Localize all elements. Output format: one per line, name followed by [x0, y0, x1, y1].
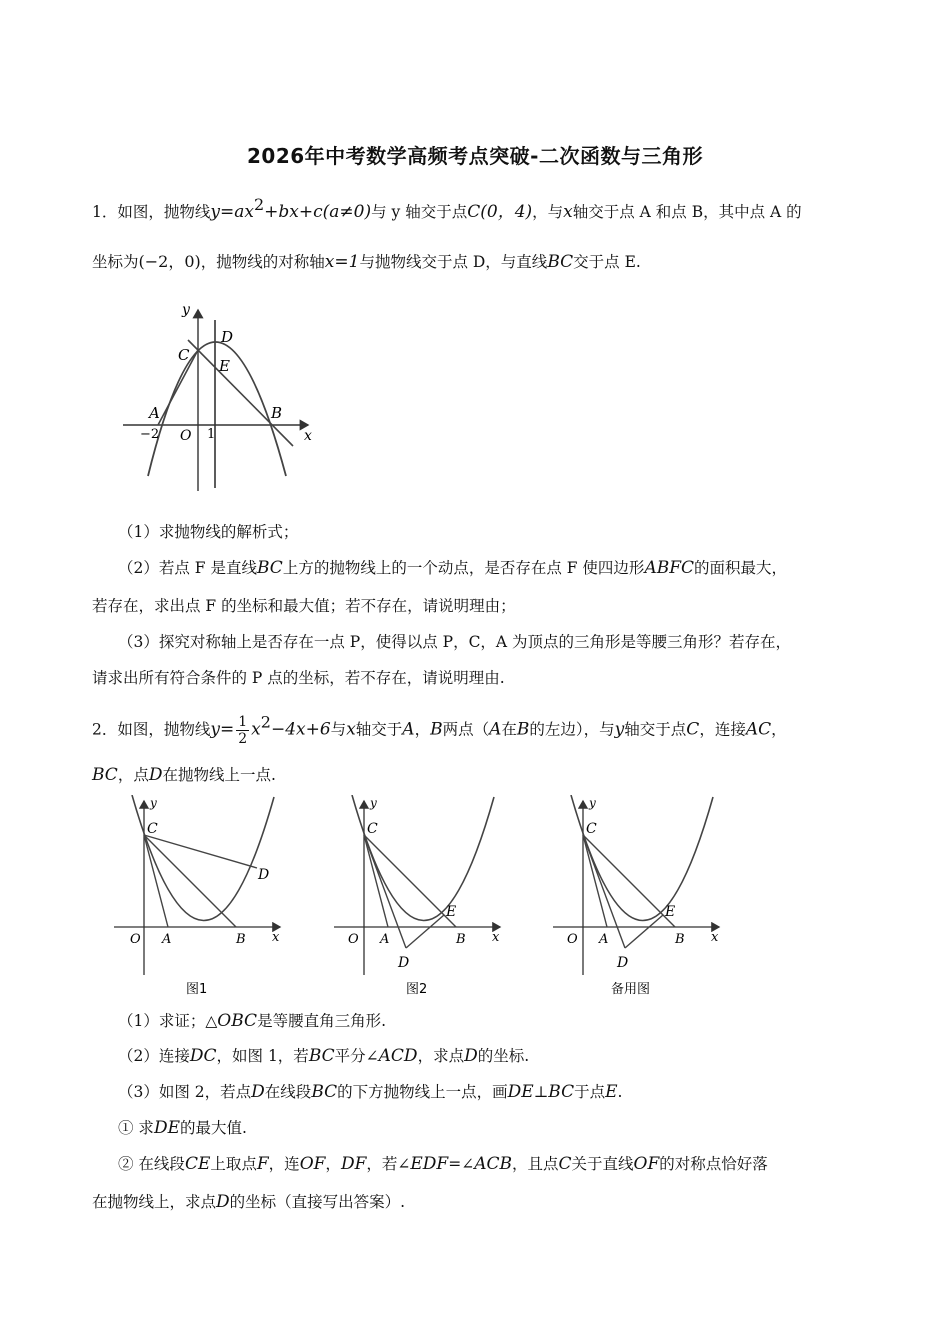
q1-part2-line2: 若存在，求出点 F 的坐标和最大值；若不存在，请说明理由；	[92, 597, 516, 615]
q1-label-neg2: −2	[140, 427, 160, 442]
fig2-label-o: O	[348, 932, 359, 947]
fig2-label-a: A	[380, 932, 390, 947]
fig2-label-d: D	[398, 955, 410, 971]
fig3-label-x: x	[711, 930, 719, 945]
q2-figure-2	[330, 795, 510, 1000]
q1-parabola	[148, 342, 286, 476]
fig2-label-b: B	[456, 932, 466, 947]
fig1-caption: 图1	[186, 982, 208, 997]
fig1-label-d: D	[258, 867, 270, 883]
q1-label-1: 1	[207, 427, 216, 442]
q1-part3-line2: 请求出所有符合条件的 P 点的坐标，若不存在，请说明理由.	[92, 669, 505, 687]
fig3-label-a: A	[599, 932, 609, 947]
q2-line2: BC，点D在抛物线上一点.	[92, 765, 276, 785]
fig2-label-y: y	[370, 796, 377, 810]
q1-part1: （1）求抛物线的解析式；	[118, 523, 299, 541]
q1-label-x: x	[304, 428, 312, 444]
q2-part3: （3）如图 2，若点D在线段BC的下方抛物线上一点，画DE⊥BC于点E.	[118, 1082, 623, 1102]
fig2-label-x: x	[492, 930, 500, 945]
q1-part2-line1: （2）若点 F 是直线BC上方的抛物线上的一个动点，是否存在点 F 使四边形ABFC的面积最大，	[118, 558, 788, 578]
fig1-label-a: A	[162, 932, 172, 947]
fig2-line-cb	[364, 835, 456, 927]
q2-fraction: $\frac{1}{2}$	[238, 714, 248, 747]
q1-label-y: y	[182, 302, 190, 318]
fig3-label-d: D	[617, 955, 629, 971]
fig2-label-e: E	[446, 904, 457, 920]
fig3-label-o: O	[567, 932, 578, 947]
q1-line2: 坐标为(−2，0)，抛物线的对称轴x=1与抛物线交于点 D，与直线BC交于点 E.	[92, 252, 641, 272]
q2-figure-1	[110, 795, 290, 1000]
fig3-label-c: C	[586, 821, 597, 837]
fig1-label-y: y	[150, 796, 157, 810]
q1-label-e: E	[219, 357, 230, 375]
fig3-label-y: y	[589, 796, 596, 810]
q2-sub2-line1: ② 在线段CE上取点F，连OF，DF，若∠EDF=∠ACB，且点C关于直线OF的对称点恰好落	[118, 1154, 768, 1174]
q1-label-a: A	[149, 404, 160, 422]
q1-label-o: O	[180, 428, 192, 444]
fig2-caption: 图2	[406, 982, 428, 997]
q1-part3-line1: （3）探究对称轴上是否存在一点 P，使得以点 P，C，A 为顶点的三角形是等腰三角形？若存在，	[118, 633, 792, 651]
q2-part2: （2）连接DC，如图 1，若BC平分∠ACD，求点D的坐标.	[118, 1046, 530, 1066]
q1-label-c: C	[178, 346, 190, 364]
q2-sub1: ① 求DE的最大值.	[118, 1118, 247, 1138]
fig1-label-x: x	[272, 930, 280, 945]
q1-line1: 1．如图，抛物线$y=ax^2+bx+c(a\ne 0)$与 y 轴交于点C(0，4)，与x轴交于点 A 和点 B，其中点 A 的	[92, 195, 802, 222]
fig3-label-b: B	[675, 932, 685, 947]
fig2-parabola	[352, 795, 494, 921]
fig2-label-c: C	[367, 821, 378, 837]
q2-sub2-line2: 在抛物线上，求点D的坐标（直接写出答案）.	[92, 1192, 406, 1212]
fig3-parabola	[571, 795, 713, 921]
fig3-caption: 备用图	[611, 982, 651, 997]
q1-line-bc	[188, 340, 293, 446]
document-title: 2026年中考数学高频考点突破-二次函数与三角形	[247, 144, 703, 168]
fig1-parabola	[132, 795, 274, 921]
q1-label-b: B	[271, 404, 283, 422]
fig1-label-o: O	[130, 932, 141, 947]
q1-label-d: D	[221, 328, 234, 346]
q2-part1: （1）求证；△OBC是等腰直角三角形.	[118, 1011, 386, 1031]
fig1-label-b: B	[236, 932, 246, 947]
q2-line1: 2．如图，抛物线y= $\frac{1}{2}$ $x^2-4x+6$与x轴交于A，B两点（A在B的左边），与y轴交于点C，连接AC，	[92, 712, 787, 747]
fig1-label-c: C	[147, 821, 158, 837]
fig3-line-cb	[583, 835, 675, 927]
fig3-label-e: E	[665, 904, 676, 920]
q2-figure-backup	[549, 795, 729, 1000]
q1-figure	[118, 298, 328, 498]
